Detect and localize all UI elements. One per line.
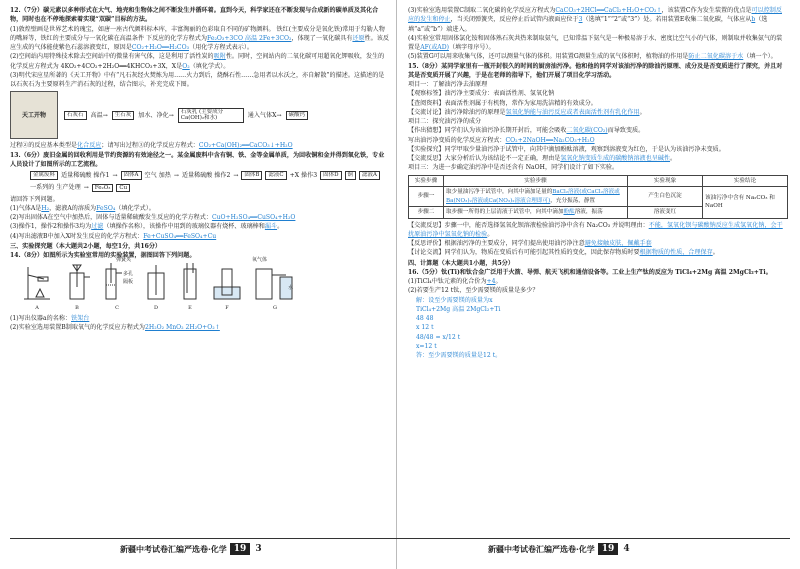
flow13-box: Cu bbox=[116, 184, 130, 193]
flow13-box: 铜 bbox=[345, 171, 357, 180]
q13-part2: (2)写出固体A在空气中加热后，固体与适量稀硫酸发生反应的化学方程式：CuO+H₂SO₄══CuSO₄+H₂O bbox=[10, 214, 296, 221]
table-cell: 步骤一 bbox=[409, 187, 444, 207]
solution-line: x=12 t bbox=[416, 342, 437, 350]
arrow-icon: → bbox=[233, 172, 239, 180]
apparatus-e: E bbox=[178, 263, 202, 312]
table-header: 实验现象 bbox=[628, 175, 703, 187]
q16-solution bbox=[416, 296, 788, 361]
table-header: 实验结论 bbox=[703, 175, 788, 187]
flow13-box: 滤液A bbox=[359, 171, 380, 180]
footer-rule bbox=[10, 538, 790, 539]
flow13-box: Fe₂O₃ bbox=[92, 184, 114, 193]
project-3-reflection: 【交流反思】步骤一中，能否选择氢氧化钡溶液检验油污净中含有 Na₂CO₃ 并说明理由：不能，氢氧化钡与碳酸钠反应生成氢氧化钠，会干扰原油污净中氢氧化钠的检验。 bbox=[408, 221, 783, 238]
flow-box-slaked-lime: 石灰乳 (主要成分 Ca(OH)₂和水) bbox=[178, 108, 244, 123]
flow13-box: 固体D bbox=[320, 171, 341, 180]
q13-intro: 13.（6分）废旧金属的回收利用是节约资源的有效途径之一。某金属废料中含有铜、铁、金等金属单质，为回收铜和金并得到氧化铁，专业人员设计了如图所示的工艺流程。 bbox=[10, 151, 385, 168]
q13-part3: (3)操作1，操作2和操作3均为过滤（填操作名称），该操作中用到的玻璃仪器有烧杯、玻璃棒和漏斗。 bbox=[10, 223, 284, 231]
flow13-label: 适量稀硫酸 操作1 bbox=[61, 172, 110, 179]
project-2-hypothesis: 【作出猜想】同学们认为该油污净长期开封后，可能会吸收二氧化碳(CO₂)而导致变质。 bbox=[408, 127, 645, 135]
apparatus-f: F bbox=[212, 263, 242, 312]
q14-part2: (2)实验室选用装置B制取氧气的化学反应方程式为2H₂O₂ MnO₂ 2H₂O+O₂↑ bbox=[10, 324, 220, 332]
project-2-experiment: 【实验探究】同学甲取少量油污净于试管中，向其中滴加酚酞溶液，观察到溶液变为红色，于是认为该油污净未变质。 bbox=[408, 145, 725, 153]
footer-left bbox=[120, 540, 262, 558]
q14-part3: (3)实验室选用装置C制取二氧化碳的化学反应方程式为CaCO₃+2HCl══CaCl₂+H₂O+CO₂↑，该装置C作为发生装置的优点是可以控制反应的发生和停止，当关闭弹簧夹，反应停止后试管内液面应位于3（选填“1”“2”或“3”）处。若用装置E收集二氧化碳，气体应从b（选填“a”或“b”）端进入。 bbox=[408, 7, 782, 33]
apparatus-c: 弹簧夹 多孔隔板 C bbox=[100, 263, 134, 312]
table-cell: 取少量油污净于试管中，向其中滴加足量的BaCl₂溶液(或CaCl₂溶液或Ba(NO₃)₂溶液或Ca(NO₃)₂溶液合理即可)，充分振荡，静置 bbox=[444, 187, 628, 207]
lime-process-flow bbox=[64, 108, 308, 123]
q12-part3-answers: 过程②的反应基本类型是化合反应；请写出过程③的化学反应方程式：CO₂+Ca(OH)₂══CaCO₃↓+H₂O bbox=[10, 142, 293, 150]
q13-part1: (1)气体A是H₂，滤液A的溶质为FeSO₄（填化学式）。 bbox=[10, 204, 155, 212]
table-cell: 步骤二 bbox=[409, 207, 444, 219]
apparatus-a: A bbox=[20, 263, 54, 312]
flow13-box: 固体A bbox=[121, 171, 142, 180]
footer-page-number: 4 bbox=[623, 544, 630, 554]
footer-book-number: 19 bbox=[230, 543, 251, 555]
project-2-title: 项目二：探究油污净的成分 bbox=[408, 118, 482, 125]
flow-arrow-1: 高温→ bbox=[90, 111, 108, 119]
q13-ask: 请回答下列问题。 bbox=[10, 195, 59, 203]
table-header: 实验步骤 bbox=[409, 175, 444, 187]
section-4-heading: 四、计算题（本大题共1小题，共5分） bbox=[408, 259, 514, 267]
apparatus-d: D bbox=[144, 263, 168, 312]
flow-box-limestone: 石灰石 bbox=[64, 111, 87, 120]
apparatus-g: 氧气体 水 G bbox=[252, 257, 294, 311]
section-3-heading: 三、实验探究题（本大题共2小题，每空1分，共16分） bbox=[10, 242, 162, 250]
arrow-icon: → bbox=[173, 172, 179, 180]
q12-part2: (2)空间站内用特殊技术除去空间站中的微量有害气体，这是利用了活性炭的吸附性。同时，空间站内的二氧化碳可用超氧化钾吸收，发生的化学反应方程式为 4KO₂+4CO₂+2H₂O══4KHCO₃+3X，X是O₂（填化学式）。 bbox=[10, 53, 385, 70]
arrow-icon: → bbox=[83, 184, 89, 192]
project-3-discussion: 【讨论交流】同学们认为，物质在变质后有可能引起其性质的变化，因此保存物质时要根据物质的性质，合理保存。 bbox=[408, 249, 719, 257]
table-row bbox=[409, 187, 788, 207]
flow-arrow-2: 加水、净化→ bbox=[138, 111, 174, 119]
table-cell: 取步骤一所得的上层清液于试管中，向其中滴加酚酞溶液，振荡 bbox=[444, 207, 628, 219]
table-cell: 产生白色沉淀 bbox=[628, 187, 703, 207]
project-1-title: 项目一：了解油污净去油原理 bbox=[408, 81, 488, 88]
q14-intro: 14.（8分）如图所示为实验室常用的实验装置，据图回答下列问题。 bbox=[10, 252, 196, 259]
solution-line: 48 48 bbox=[416, 315, 434, 322]
left-column bbox=[10, 6, 390, 534]
flow13-label: 空气 加热 bbox=[144, 172, 171, 179]
q14-part1: (1)写出仪器a的名称：铁架台 bbox=[10, 315, 90, 323]
q15-intro: 15.（8分）某同学家里有一瓶开封很久的时间的厨房油污净。他和他的同学对该油污净的除油污原理、成分及是否变质进行了探究，并且对其是否变质开展了兴趣，于是在老师的指导下，他们开展了项目化学习活动。 bbox=[408, 62, 783, 79]
flow-box-calcium-carbonate: 碳酸钙 bbox=[286, 111, 309, 120]
q16-part1: (1)TiCl₄中钛元素的化合价为+4。 bbox=[408, 278, 502, 285]
q13-part4: (4)写出滤液B中加入X时发生反应的化学方程式：Fe+CuSO₄══FeSO₄+Cu bbox=[10, 232, 217, 240]
q16-part2: (2)若要生产12 t钛，至少需要镁的质量是多少？ bbox=[408, 287, 539, 295]
solution-line: TiCl₄+2Mg 高温 2MgCl₂+Ti bbox=[416, 305, 501, 313]
lab-apparatus-figure bbox=[20, 257, 390, 312]
solution-line: 48/48 = x/12 t bbox=[416, 333, 461, 341]
table-cell: 该油污净中含有 Na₂CO₃ 和 NaOH bbox=[703, 187, 788, 219]
project-1-info: 【查阅资料】表面活性剂属于有机物，常作为家用洗洁精的有效成分。 bbox=[408, 99, 597, 107]
solution-line: x 12 t bbox=[416, 324, 434, 332]
project-2-equation: 写出油污净变质的化学反应方程式：CO₂+2NaOH══Na₂CO₃+H₂O bbox=[408, 136, 595, 144]
flow13-box: 金属废料 bbox=[30, 171, 58, 180]
table-cell: 溶液变红 bbox=[628, 207, 703, 219]
column-divider bbox=[396, 0, 397, 569]
q16-intro: 16.（5分）钛(Ti)和钛合金广泛用于火箭、导弹、航天飞机和通信设备等。工业上生产钛的反应为 TiCl₄+2Mg 高温 2MgCl₂+Ti。 bbox=[408, 268, 772, 276]
flow13-label: 一系列的 生产处理 bbox=[30, 184, 81, 192]
footer-title: 新疆中考试卷汇编严选卷·化学 bbox=[120, 543, 227, 554]
footer-page-number: 3 bbox=[255, 544, 262, 554]
experiment-table bbox=[408, 175, 788, 219]
solution-line: 解：设至少需要镁的质量为x bbox=[416, 296, 493, 304]
flow13-box: 滤液C bbox=[265, 171, 286, 180]
flow13-box: 固体B bbox=[241, 171, 262, 180]
project-2-reflection: 【交流反思】大家分析后认为该结论不一定正确，理由是氢氧化钠变质生成的碳酸钠溶液也呈碱性。 bbox=[408, 155, 677, 162]
q12-figure bbox=[10, 91, 390, 139]
table-header-row bbox=[409, 175, 788, 187]
q14-part5: (5)装置G可以用来收集气体，还可以测量气体的体积。用装置G测量生成的氧气体积时，植物油的作用是防止二氧化碳溶于水（填一个）。 bbox=[408, 53, 777, 61]
right-column bbox=[408, 6, 788, 534]
q13-flowchart bbox=[30, 171, 390, 193]
apparatus-b: B bbox=[64, 263, 90, 312]
flow13-label: 适量稀硫酸 操作2 bbox=[181, 172, 231, 179]
solution-line: 答：至少需要镁的质量是12 t。 bbox=[416, 352, 502, 359]
arrow-icon: → bbox=[112, 172, 118, 180]
table-header: 实验步骤 bbox=[444, 175, 628, 187]
project-1-label: 【观察标签】油污净主要成分：表面活性剂、氢氧化钠 bbox=[408, 90, 555, 98]
q12-part3: (3)明代宋应星所著的《天工开物》中有“凡石灰经火焚炼为用……火力到后，烧酥石性……急用者以水沃之，亦自解散”的描述。这描述的是以石灰石为主要原料生产消石灰的过程，结合图示，补充完成下图。 bbox=[10, 71, 385, 88]
book-illustration: 天工开物 bbox=[10, 91, 58, 139]
project-3-evaluation: 【反思评价】根据油污净的主要成分，同学们提出使用油污净注意避免接触皮肤，佩戴手套 bbox=[408, 240, 652, 247]
footer-right bbox=[488, 540, 630, 558]
project-3-title: 项目三：为进一步确定油污净中是否还含有 NaOH，同学们设计了如下实验。 bbox=[408, 164, 619, 172]
flow-box-quicklime: 生石灰 bbox=[112, 111, 135, 120]
q12-intro: 12.（7分）碳元素以多种形式在大气、地壳和生物体之间不断发生并循环着。直到今天，科学家还在不断发现与合成新的碳单质及其化合物，同时也在不停地探索着实现“双碳”目标的方法。 bbox=[10, 7, 379, 24]
flow13-label: +X 操作3 bbox=[289, 172, 318, 179]
q14-part4: (4)实验室常用固体氯化铵和固体熟石灰共热来制取氨气，已知常温下氨气是一种极易溶于水、密度比空气小的气体，则制取并收集氨气的装置是AF(或AD)（填字母序号）。 bbox=[408, 34, 783, 51]
q12-part1: (1)敦煌壁画是世界艺术的瑰宝，如唐一座古代颜料标本库，丰富淘丽的色彩取自不同的矿物颜料。 铁红(主要成分是氧化铁)常用于勾勒人物的嘴唇等，铁红的主要成分与一氧化碳在高温条件 下反应的化学方程式为Fe₂O₃+3CO 高温 2Fe+3CO₂，体现了一氧化碳具有还原性。该反应生成的气体能使紫色石蕊溶液变红，原因是CO₂+H₂O══H₂CO₃（用化学方程式表示）。 bbox=[10, 25, 389, 51]
footer-title: 新疆中考试卷汇编严选卷·化学 bbox=[488, 543, 595, 554]
flow-arrow-3: 通入气体X→ bbox=[247, 111, 282, 119]
footer-book-number: 19 bbox=[598, 543, 619, 555]
project-1-discussion: 【交流讨论】油污净除油污的原理是氢氧化钠能与油污反应或者表面活性剂有乳化作用。 bbox=[408, 108, 646, 116]
